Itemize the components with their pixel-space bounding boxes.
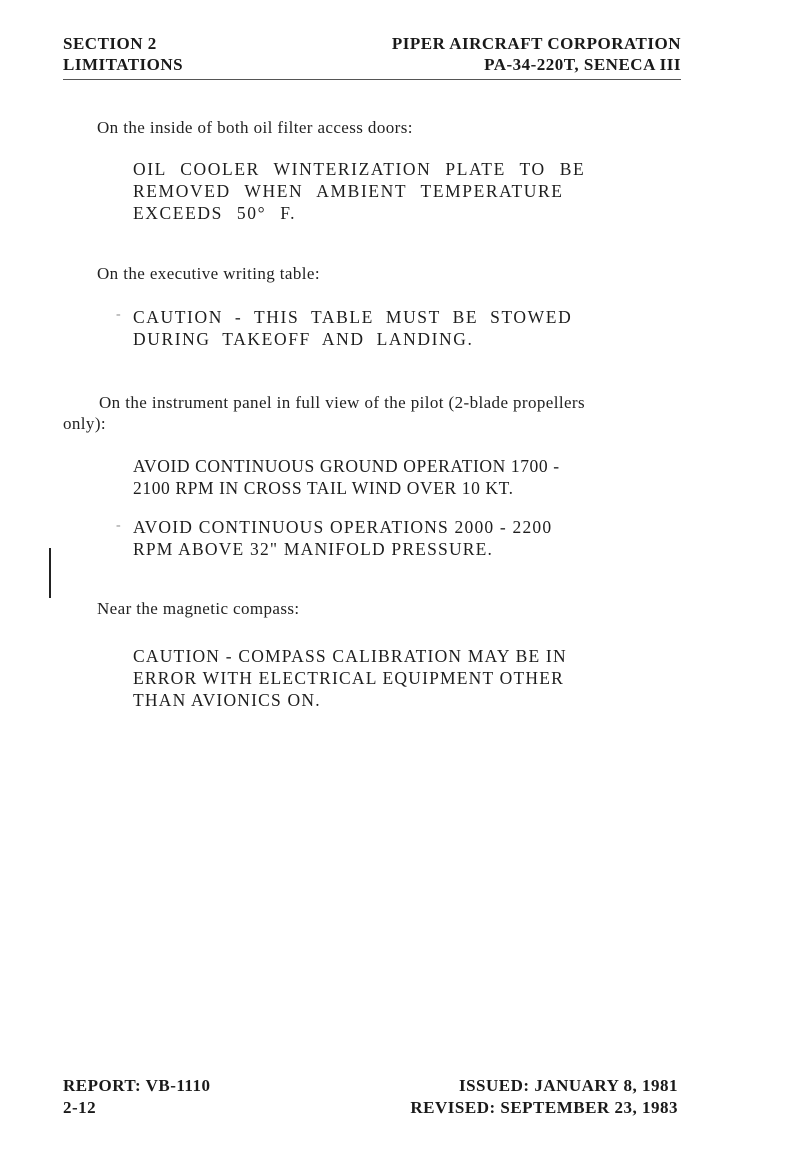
intro-line: On the instrument panel in full view of the pilot (2-blade propellers <box>99 393 586 412</box>
placard-line: CAUTION - COMPASS CALIBRATION MAY BE IN <box>133 646 567 666</box>
chapter-label: LIMITATIONS <box>63 55 184 74</box>
aircraft-model: PA-34-220T, SENECA III <box>484 55 681 74</box>
placard-line: 2100 RPM IN CROSS TAIL WIND OVER 10 KT. <box>133 478 514 498</box>
dash-mark: - <box>116 307 121 322</box>
section-label: SECTION 2 <box>63 34 157 53</box>
placard-line: EXCEEDS 50° F. <box>133 203 297 223</box>
placard-line: THAN AVIONICS ON. <box>133 690 321 710</box>
header-right <box>300 33 681 75</box>
placard-line: CAUTION - THIS TABLE MUST BE STOWED <box>133 307 573 327</box>
placard-intro-instrument-panel <box>63 392 585 434</box>
report-number: REPORT: VB-1110 <box>63 1076 211 1095</box>
intro-line: On the executive writing table: <box>97 264 320 283</box>
placard-line: OIL COOLER WINTERIZATION PLATE TO BE <box>133 159 586 179</box>
placard-oil-cooler <box>133 158 585 224</box>
placard-intro-compass <box>97 598 300 619</box>
page-number: 2-12 <box>63 1098 97 1117</box>
revision-change-bar <box>49 548 51 598</box>
placard-intro-writing-table <box>97 263 320 284</box>
header-left <box>63 33 183 75</box>
intro-line: On the inside of both oil filter access doors: <box>97 118 413 137</box>
placard-intro-oil-filter <box>97 117 413 138</box>
placard-writing-table <box>133 306 572 350</box>
placard-line: RPM ABOVE 32" MANIFOLD PRESSURE. <box>133 539 494 559</box>
header-divider <box>63 79 681 80</box>
placard-line: AVOID CONTINUOUS GROUND OPERATION 1700 - <box>133 456 560 476</box>
placard-compass-calibration <box>133 645 567 711</box>
placard-line: AVOID CONTINUOUS OPERATIONS 2000 - 2200 <box>133 517 553 537</box>
dash-mark: - <box>116 518 121 533</box>
company-name: PIPER AIRCRAFT CORPORATION <box>391 34 681 53</box>
placard-manifold-pressure <box>133 516 552 560</box>
placard-line: DURING TAKEOFF AND LANDING. <box>133 329 474 349</box>
placard-ground-operation <box>133 455 560 499</box>
intro-line: only): <box>63 414 107 433</box>
issued-date: ISSUED: JANUARY 8, 1981 <box>458 1076 678 1095</box>
placard-line: REMOVED WHEN AMBIENT TEMPERATURE <box>133 181 564 201</box>
intro-line: Near the magnetic compass: <box>97 599 300 618</box>
footer-right <box>320 1075 678 1119</box>
placard-line: ERROR WITH ELECTRICAL EQUIPMENT OTHER <box>133 668 564 688</box>
footer-left <box>63 1075 210 1119</box>
revised-date: REVISED: SEPTEMBER 23, 1983 <box>410 1098 678 1117</box>
